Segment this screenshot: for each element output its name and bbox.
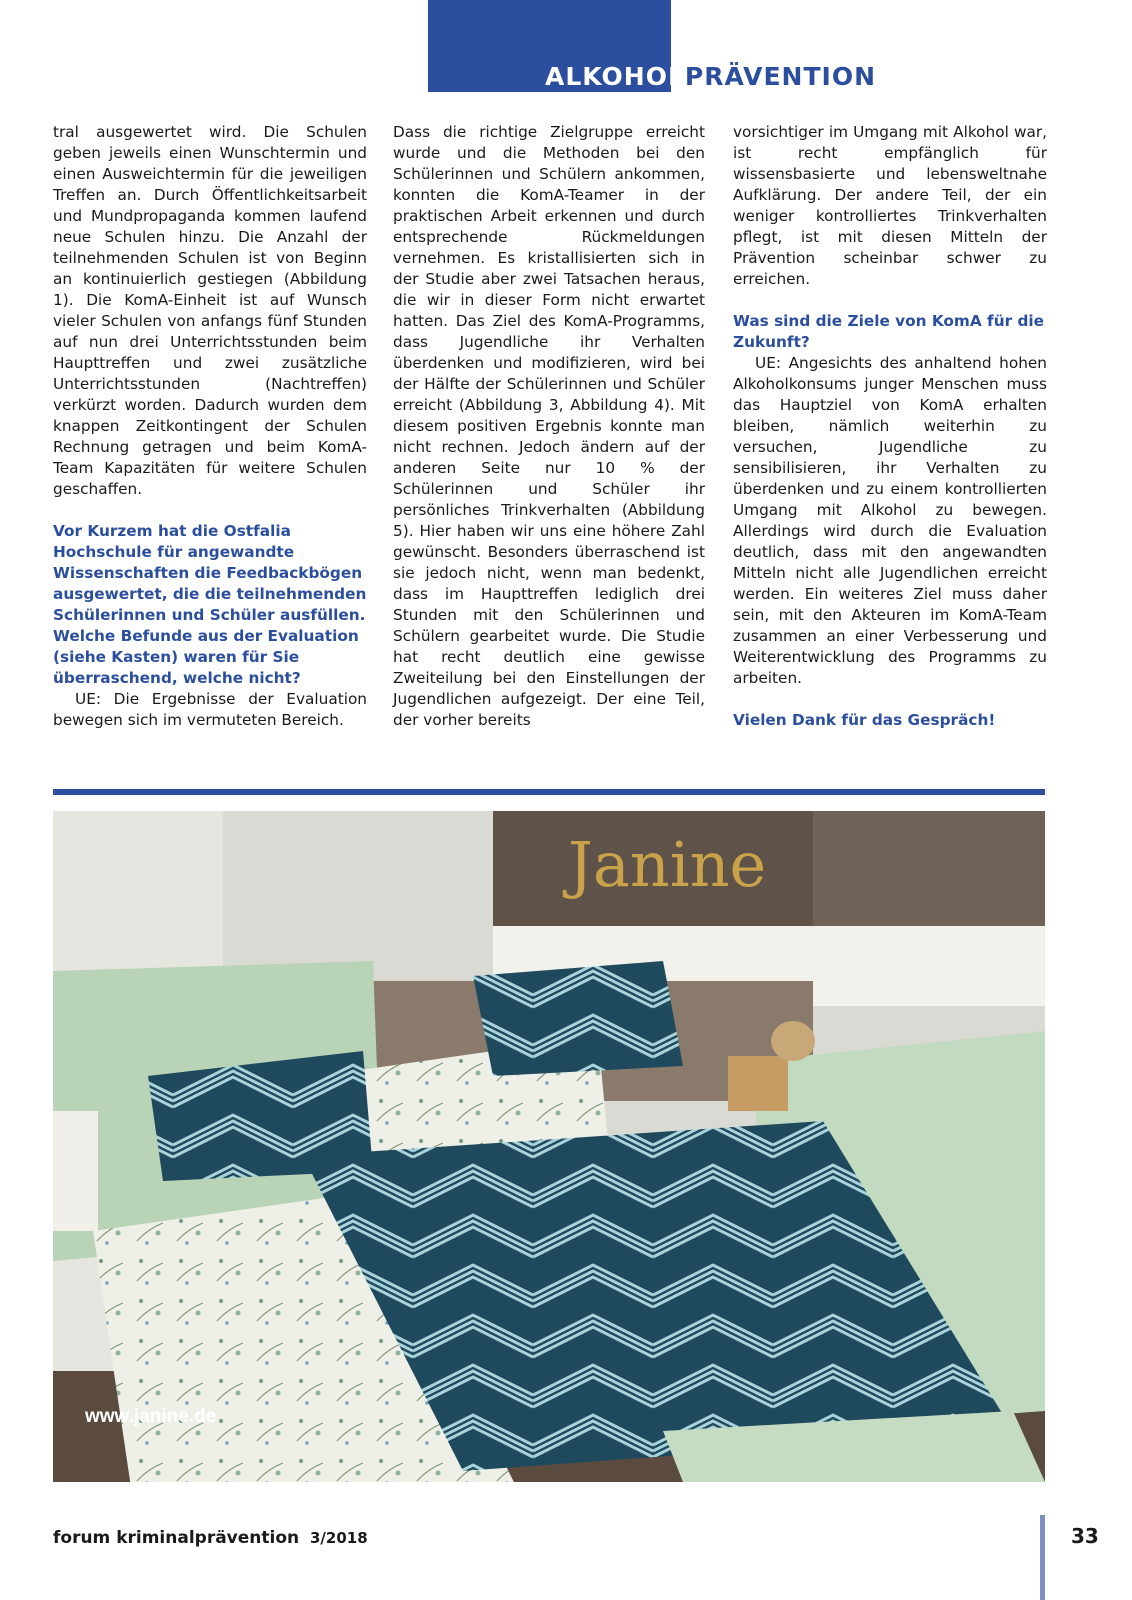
- interview-question: Was sind die Ziele von KomA für die Zukunft?: [733, 312, 1045, 351]
- paragraph: vorsichtiger im Umgang mit Alkohol war, ist recht empfänglich für wissensbasierte und lebensweltnahe Aufklärung. Der andere Teil, der ein weniger kontrolliertes Trinkverhalten pflegt, ist mit diesen Mitteln der Prävention scheinbar schwer zu erreichen.: [733, 123, 1047, 288]
- page-number: 33: [1071, 1524, 1099, 1548]
- article-column-3: [733, 122, 1047, 731]
- footer-accent-bar: [1040, 1515, 1045, 1600]
- section-title: [545, 62, 876, 91]
- ad-brand-logo: Janine: [568, 828, 767, 901]
- interview-answer: UE: Angesichts des anhaltend hohen Alkoholkonsums junger Menschen muss das Hauptziel von KomA erhalten bleiben, nämlich weiterhin zu versuchen, Jugendliche zu sensibilisieren, ihr Verhalten zu überdenken und zu einem kontrollierten Umgang mit Alkohol zu bewegen. Allerdings wird durch die Evaluation deutlich, dass mit den angewandten Mitteln nicht alle Jugendlichen erreicht werden. Ein weiteres Ziel muss daher sein, mit den Akteuren im KomA-Team zusammen an einer Verbesserung und Weiterentwicklung des Programms zu arbeiten.: [733, 354, 1047, 687]
- ad-bedroom-illustration: [53, 811, 1045, 1482]
- section-title-part1: ALKOHOL: [545, 62, 685, 91]
- footer-issue: 3/2018: [310, 1529, 368, 1547]
- footer-magazine-name: forum kriminalprävention: [53, 1528, 300, 1548]
- interview-answer: UE: Die Ergebnisse der Evaluation bewegen sich im vermuteten Bereich.: [53, 690, 367, 729]
- section-title-part2: PRÄVENTION: [684, 62, 876, 91]
- paragraph: tral ausgewertet wird. Die Schulen geben jeweils einen Wunschtermin und einen Ausweichtermin für die jeweiligen Treffen an. Durch Öffentlichkeitsarbeit und Mundpropaganda kommen laufend neue Schulen hinzu. Die Anzahl der teilnehmenden Schulen ist von Beginn an kontinuierlich gestiegen (Abbildung 1). Die KomA-Einheit ist auf Wunsch vieler Schulen von anfangs fünf Stunden auf nun drei Unterrichtsstunden beim Haupttreffen und zwei zusätzliche Unterrichtsstunden (Nachtreffen) verkürzt worden. Dadurch wurden dem knappen Zeitkontingent der Schulen Rechnung getragen und beim KomA-Team Kapazitäten für weitere Schulen geschaffen.: [53, 123, 367, 498]
- ad-url[interactable]: www.janine.de: [85, 1406, 217, 1427]
- section-divider: [53, 789, 1045, 795]
- advertisement: [53, 811, 1045, 1482]
- article-column-2: [393, 122, 705, 731]
- paragraph: Dass die richtige Zielgruppe erreicht wurde und die Methoden bei den Schülerinnen und Schülern ankommen, konnten die KomA-Teamer in der praktischen Arbeit erkennen und durch entsprechende Rückmeldungen vernehmen. Es kristallisierten sich in der Studie aber zwei Tatsachen heraus, die wir in dieser Form nicht erwartet hatten. Das Ziel des KomA-Programms, dass Jugendliche ihr Verhalten überdenken und modifizieren, wird bei der Hälfte der Schülerinnen und Schüler erreicht (Abbildung 3, Abbildung 4). Mit diesem positiven Ergebnis konnte man nicht rechnen. Jedoch ändern auf der anderen Seite nur 10 % der Schülerinnen und Schüler ihr persönliches Trinkverhalten (Abbildung 5). Hier haben wir uns eine höhere Zahl gewünscht. Besonders überraschend ist sie jedoch nicht, wenn man bedenkt, dass im Haupttreffen lediglich drei Stunden mit den Schülerinnen und Schülern gearbeitet wurde. Die Studie hat recht deutlich eine gewisse Zweiteilung bei den Einstellungen der Jugendlichen aufgezeigt. Der eine Teil, der vorher bereits: [393, 123, 705, 729]
- interview-question: Vor Kurzem hat die Ostfalia Hochschule für angewandte Wissenschaften die Feedbackbögen ausgewertet, die die teilnehmenden Schülerinnen und Schüler ausfüllen. Welche Befunde aus der Evaluation (siehe Kasten) waren für Sie überraschend, welche nicht?: [53, 522, 367, 687]
- article-column-1: [53, 122, 367, 731]
- closing-thanks: Vielen Dank für das Gespräch!: [733, 711, 996, 729]
